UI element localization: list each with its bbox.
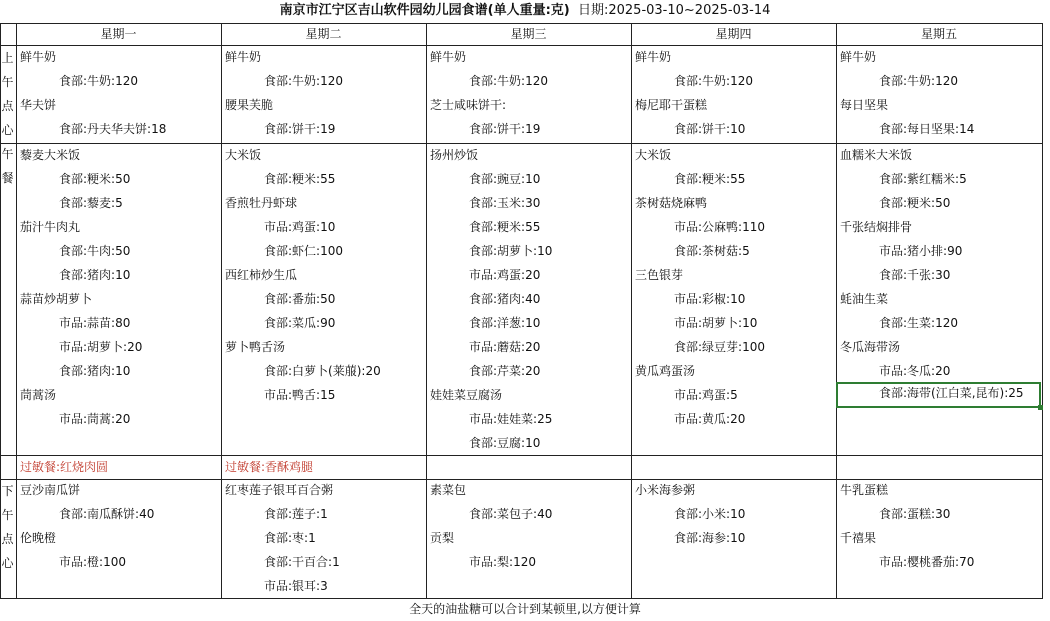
ingredient-line: 食部:小米:10: [674, 507, 746, 521]
dish-name: 茄汁牛肉丸: [20, 220, 81, 234]
ingredient-line: 食部:饼干:19: [469, 122, 541, 136]
ingredient-line: 食部:粳米:55: [674, 172, 746, 186]
lunch-cell[interactable]: [632, 143, 835, 431]
ingredient-line: 市品:胡萝卜:20: [59, 340, 143, 354]
allergy-text: [427, 455, 630, 479]
dish-name: 腰果芙脆: [225, 98, 274, 112]
dish-name: 梅尼耶干蛋糕: [635, 98, 708, 112]
lunch-cell[interactable]: [17, 143, 220, 431]
ingredient-line: 食部:南瓜酥饼:40: [59, 507, 155, 521]
ingredient-line: 食部:绿豆芽:100: [674, 340, 765, 354]
day-header: 星期四: [715, 27, 752, 41]
dish-name: 千禧果: [840, 531, 877, 545]
row-label-char: 午: [1, 75, 14, 89]
row-label-afternoon: [0, 479, 15, 575]
dish-name: 黄瓜鸡蛋汤: [635, 364, 696, 378]
dish-name: 牛乳蛋糕: [840, 483, 889, 497]
dish-name: 茼蒿汤: [20, 388, 57, 402]
selected-cell-outline[interactable]: [836, 382, 1041, 408]
title-date: 日期:2025-03-10~2025-03-14: [577, 3, 771, 18]
row-label-morning: [0, 46, 15, 142]
dish-name: 三色银芽: [635, 268, 684, 282]
ingredient-line: 市品:娃娃菜:25: [469, 412, 553, 426]
ingredient-line: 市品:猪小排:90: [879, 244, 963, 258]
dish-name: 贡梨: [430, 531, 455, 545]
dish-name: 伦晚橙: [20, 531, 57, 545]
row-label-char: 点: [1, 99, 14, 113]
ingredient-line: 食部:生菜:120: [879, 316, 958, 330]
row-label-char: 心: [1, 556, 14, 570]
fill-handle[interactable]: [1038, 405, 1043, 410]
ingredient-line: 食部:洋葱:10: [469, 316, 541, 330]
afternoon-cell[interactable]: [222, 478, 425, 598]
dish-name: 每日坚果: [840, 98, 889, 112]
allergy-text: 过敏餐:红烧肉圆: [20, 460, 109, 474]
afternoon-cell[interactable]: [632, 478, 835, 550]
ingredient-line: 食部:豆腐:10: [469, 436, 541, 450]
ingredient-line: 食部:芹菜:20: [469, 364, 541, 378]
row-label-char: 点: [1, 532, 14, 546]
dish-name: 西红柿炒生瓜: [225, 268, 298, 282]
ingredient-line: 食部:饼干:19: [264, 122, 336, 136]
ingredient-line: 食部:牛奶:120: [264, 74, 343, 88]
row-label-char: 下: [1, 484, 14, 498]
ingredient-line: 食部:豌豆:10: [469, 172, 541, 186]
ingredient-line: 市品:蒜苗:80: [59, 316, 131, 330]
ingredient-line: 食部:玉米:30: [469, 196, 541, 210]
ingredient-line: 食部:虾仁:100: [264, 244, 343, 258]
dish-name: 华夫饼: [20, 98, 57, 112]
dish-name: 鲜牛奶: [840, 50, 877, 64]
dish-name: 冬瓜海带汤: [840, 340, 901, 354]
dish-name: 血糯米大米饭: [840, 148, 913, 162]
ingredient-line: 食部:丹夫华夫饼:18: [59, 122, 167, 136]
sheet-title: [0, 0, 1050, 22]
day-header: 星期五: [920, 27, 957, 41]
allergy-text: [632, 455, 835, 479]
lunch-cell[interactable]: [837, 143, 1041, 401]
dish-name: 鲜牛奶: [430, 50, 467, 64]
ingredient-line: 市品:茼蒿:20: [59, 412, 131, 426]
ingredient-line: 食部:牛肉:50: [59, 244, 131, 258]
lunch-cell[interactable]: [427, 143, 630, 455]
dish-name: 大米饭: [225, 148, 262, 162]
dish-name: 芝士咸味饼干:: [430, 98, 507, 112]
ingredient-line: 食部:饼干:10: [674, 122, 746, 136]
dish-name: 鲜牛奶: [20, 50, 57, 64]
ingredient-line: 市品:银耳:3: [264, 579, 328, 593]
afternoon-cell[interactable]: [17, 478, 220, 574]
allergy-meal: [632, 455, 835, 479]
morning-cell[interactable]: [222, 45, 425, 141]
ingredient-line: 食部:猪肉:40: [469, 292, 541, 306]
ingredient-line: 市品:公麻鸭:110: [674, 220, 765, 234]
ingredient-line: 食部:番茄:50: [264, 292, 336, 306]
allergy-meal: [17, 455, 220, 479]
ingredient-line: 市品:胡萝卜:10: [674, 316, 758, 330]
ingredient-line: 食部:牛奶:120: [879, 74, 958, 88]
allergy-meal: [222, 455, 425, 479]
row-label-char: 午: [1, 147, 14, 161]
ingredient-line: 市品:黄瓜:20: [674, 412, 746, 426]
ingredient-line: 食部:每日坚果:14: [879, 122, 975, 136]
ingredient-line: 市品:冬瓜:20: [879, 364, 951, 378]
dish-name: 小米海参粥: [635, 483, 696, 497]
row-label-char: 心: [1, 123, 14, 137]
morning-cell[interactable]: [632, 45, 835, 141]
ingredient-line: 食部:白萝卜(莱菔):20: [264, 364, 381, 378]
ingredient-line: 食部:猪肉:10: [59, 268, 131, 282]
dish-name: 千张结焖排骨: [840, 220, 913, 234]
dish-name: 藜麦大米饭: [20, 148, 81, 162]
ingredient-line: 市品:鸡蛋:5: [674, 388, 738, 402]
afternoon-cell[interactable]: [837, 478, 1041, 574]
dish-name: 蒜苗炒胡萝卜: [20, 292, 93, 306]
ingredient-line: 食部:菜瓜:90: [264, 316, 336, 330]
ingredient-line: 食部:粳米:50: [59, 172, 131, 186]
ingredient-line: 食部:牛奶:120: [674, 74, 753, 88]
day-header: 星期一: [100, 27, 137, 41]
morning-cell[interactable]: [17, 45, 220, 141]
footer-note: 全天的油盐糖可以合计到某顿里,以方便计算: [409, 602, 641, 616]
ingredient-line: 食部:猪肉:10: [59, 364, 131, 378]
grid-line-v: [1042, 23, 1043, 598]
ingredient-line: 食部:粳米:50: [879, 196, 951, 210]
allergy-meal: [427, 455, 630, 479]
dish-name: 萝卜鸭舌汤: [225, 340, 286, 354]
dish-name: 扬州炒饭: [430, 148, 479, 162]
ingredient-line: 市品:樱桃番茄:70: [879, 555, 975, 569]
allergy-meal: [837, 455, 1041, 479]
ingredient-line: 食部:千张:30: [879, 268, 951, 282]
ingredient-line: 市品:鸭舌:15: [264, 388, 336, 402]
day-header: 星期二: [305, 27, 342, 41]
ingredient-line: 市品:鸡蛋:20: [469, 268, 541, 282]
ingredient-line: 食部:莲子:1: [264, 507, 328, 521]
ingredient-line: 食部:胡萝卜:10: [469, 244, 553, 258]
dish-name: 香煎牡丹虾球: [225, 196, 298, 210]
ingredient-line: 食部:海带(江白菜,昆布):25: [879, 386, 1024, 400]
morning-cell[interactable]: [837, 45, 1041, 141]
lunch-cell[interactable]: [222, 143, 425, 407]
ingredient-line: 食部:枣:1: [264, 531, 316, 545]
row-label-lunch: [0, 142, 15, 190]
title-main: 南京市江宁区吉山软件园幼儿园食谱(单人重量:克): [279, 3, 570, 18]
ingredient-line: 食部:干百合:1: [264, 555, 340, 569]
dish-name: 蚝油生菜: [840, 292, 889, 306]
dish-name: 大米饭: [635, 148, 672, 162]
ingredient-line: 食部:粳米:55: [469, 220, 541, 234]
morning-cell[interactable]: [427, 45, 630, 141]
ingredient-line: 市品:鸡蛋:10: [264, 220, 336, 234]
allergy-text: [837, 455, 1041, 479]
ingredient-line: 市品:橙:100: [59, 555, 126, 569]
ingredient-line: 食部:蛋糕:30: [879, 507, 951, 521]
ingredient-line: 食部:紫红糯米:5: [879, 172, 967, 186]
ingredient-line: 食部:菜包子:40: [469, 507, 553, 521]
ingredient-line: 食部:海参:10: [674, 531, 746, 545]
ingredient-line: 食部:牛奶:120: [59, 74, 138, 88]
ingredient-line: 市品:彩椒:10: [674, 292, 746, 306]
day-header: 星期三: [510, 27, 547, 41]
ingredient-line: 食部:粳米:55: [264, 172, 336, 186]
dish-name: 豆沙南瓜饼: [20, 483, 81, 497]
dish-name: 鲜牛奶: [635, 50, 672, 64]
row-label-char: 上: [1, 51, 14, 65]
afternoon-cell[interactable]: [427, 478, 630, 574]
allergy-text: 过敏餐:香酥鸡腿: [225, 460, 314, 474]
ingredient-line: 食部:藜麦:5: [59, 196, 123, 210]
dish-name: 红枣莲子银耳百合粥: [225, 483, 334, 497]
dish-name: 娃娃菜豆腐汤: [430, 388, 503, 402]
ingredient-line: 食部:茶树菇:5: [674, 244, 750, 258]
row-label-char: 餐: [1, 171, 14, 185]
dish-name: 素菜包: [430, 483, 467, 497]
dish-name: 茶树菇烧麻鸭: [635, 196, 708, 210]
ingredient-line: 市品:蘑菇:20: [469, 340, 541, 354]
row-label-char: 午: [1, 508, 14, 522]
ingredient-line: 市品:梨:120: [469, 555, 536, 569]
dish-name: 鲜牛奶: [225, 50, 262, 64]
ingredient-line: 食部:牛奶:120: [469, 74, 548, 88]
